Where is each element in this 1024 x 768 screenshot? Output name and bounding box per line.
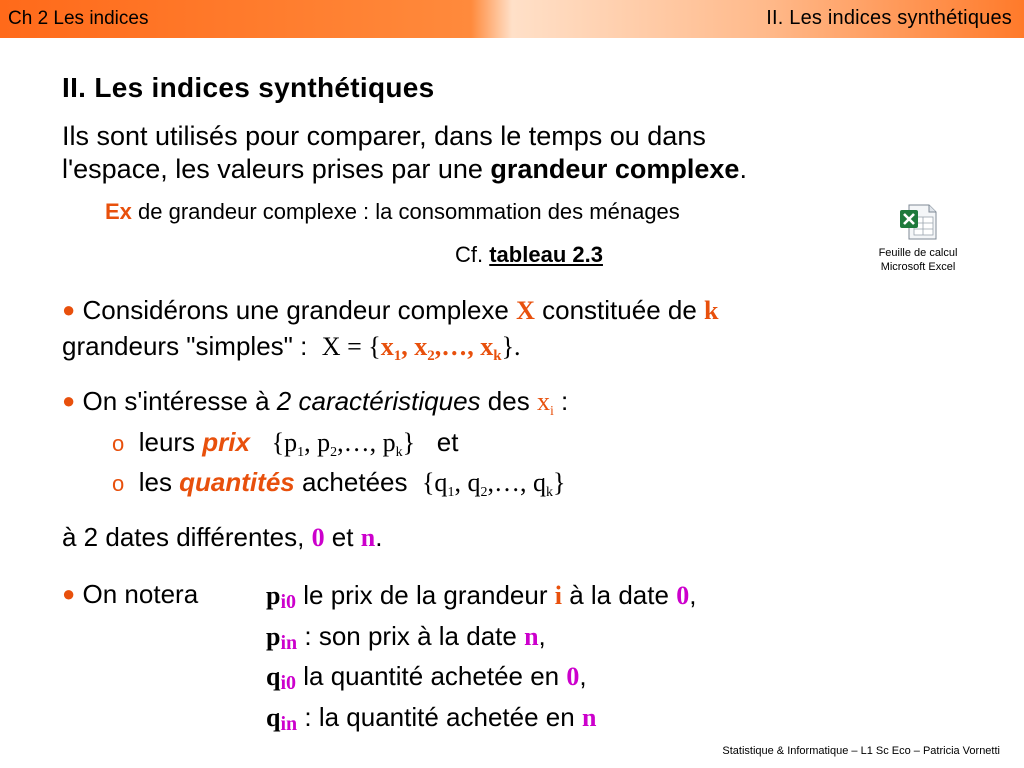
sub1-s2: 2	[330, 445, 338, 460]
notation-pi0	[266, 578, 696, 615]
b1-comma: , x	[401, 332, 428, 361]
header-bar	[0, 0, 1024, 38]
sub1-text: leurs	[138, 427, 203, 457]
n1-0: 0	[676, 581, 690, 610]
n4-n: n	[581, 703, 597, 732]
n1-i: i	[554, 581, 562, 610]
b2-x: x	[536, 387, 550, 416]
sub2-b: , q	[454, 468, 481, 497]
sub1-b: , p	[304, 428, 331, 457]
sub1-et: et	[436, 427, 459, 457]
sub1-c: ,…, p	[337, 428, 396, 457]
cf-prefix: Cf.	[455, 242, 490, 267]
sub1-d: }	[402, 428, 416, 457]
b1-x1-sub: 1	[393, 348, 402, 364]
b2-xi	[536, 387, 554, 419]
sub-bullet-prix	[112, 425, 458, 465]
sub2-text: les	[138, 467, 180, 497]
b2-i: i	[549, 404, 554, 419]
footer: Statistique & Informatique – L1 Sc Eco – Patricia Vornetti	[722, 745, 1000, 757]
sub2-quantites: quantités	[179, 467, 295, 497]
sub1-prix: prix	[202, 427, 250, 457]
sub1-set	[271, 428, 416, 460]
sub2-set	[421, 468, 566, 500]
b2-italic: 2 caractéristiques	[276, 386, 481, 416]
intro-line-2: l'espace, les valeurs prises par une	[62, 154, 491, 184]
notation-qin	[266, 700, 596, 737]
n2-sub: in	[280, 632, 298, 654]
bullet-dot-icon: ●	[62, 388, 76, 413]
n3-0: 0	[566, 662, 580, 691]
sub1-s1: 1	[297, 445, 305, 460]
b1-x1: x	[380, 332, 394, 361]
excel-file-icon[interactable]	[868, 204, 968, 273]
b1-dots: ,…, x	[434, 332, 494, 361]
chapter-title: Ch 2 Les indices	[8, 8, 149, 29]
sub2-text-2: achetées	[294, 467, 408, 497]
n2-text: : son prix à la date	[297, 621, 525, 651]
dates-end: .	[375, 522, 383, 552]
n1-end: ,	[689, 580, 697, 610]
n1-text: le prix de la grandeur	[296, 580, 555, 610]
b1-set-open: X = {	[321, 332, 381, 361]
b2-text-2: des	[480, 386, 537, 416]
ex-text: de grandeur complexe : la consommation des ménages	[131, 199, 680, 224]
section-title: II. Les indices synthétiques	[766, 7, 1012, 29]
sub-bullet-marker: o	[112, 471, 125, 496]
bullet-2	[62, 384, 568, 424]
bullet-dot-icon: ●	[62, 297, 76, 322]
notation-qi0	[266, 659, 587, 696]
dates-et: et	[324, 522, 361, 552]
excel-label-1: Feuille de calcul	[878, 247, 958, 259]
sub2-c: ,…, q	[487, 468, 546, 497]
b3-text: On notera	[75, 579, 199, 609]
dates-n: n	[360, 523, 376, 552]
bullet-1	[62, 293, 719, 368]
b1-set	[321, 332, 521, 364]
intro-line-1: Ils sont utilisés pour comparer, dans le temps ou dans	[62, 121, 706, 151]
dates-text: à 2 dates différentes,	[62, 522, 312, 552]
b1-text-2: constituée de	[534, 295, 705, 325]
b1-set-close: }.	[501, 332, 521, 361]
sub1-sk: k	[395, 445, 403, 460]
sub-bullet-marker: o	[112, 431, 125, 456]
dates-0: 0	[311, 523, 325, 552]
sub2-s1: 1	[447, 485, 455, 500]
n3-sub: i0	[280, 672, 297, 694]
excel-label-2: Microsoft Excel	[880, 261, 956, 273]
slide-title: II. Les indices synthétiques	[62, 72, 435, 103]
bullet-dot-icon: ●	[62, 581, 76, 606]
sub-bullet-quantites	[112, 465, 565, 505]
example-line	[105, 199, 680, 225]
b2-colon: :	[553, 386, 569, 416]
n4-q: q	[266, 703, 281, 732]
n3-text: la quantité achetée en	[296, 661, 567, 691]
cf-line	[455, 242, 603, 268]
n4-sub: in	[280, 713, 298, 735]
n1-sub: i0	[280, 591, 297, 613]
notation-pin	[266, 619, 546, 656]
n4-text: : la quantité achetée en	[297, 702, 582, 732]
n1-p: p	[266, 581, 281, 610]
ex-label: Ex	[105, 199, 132, 224]
b1-k: k	[704, 296, 719, 325]
bullet-3	[62, 577, 198, 613]
sub2-d: }	[552, 468, 566, 497]
b1-x2-sub: 2	[427, 348, 435, 364]
intro-end: .	[739, 154, 747, 184]
n1-text-2: à la date	[561, 580, 677, 610]
n2-end: ,	[538, 621, 546, 651]
n2-n: n	[524, 622, 539, 651]
excel-icon	[899, 204, 937, 240]
sub2-sk: k	[545, 485, 553, 500]
b1-xk-sub: k	[493, 348, 502, 364]
b1-text-1: Considérons une grandeur complexe	[75, 295, 517, 325]
b1-line-2: grandeurs "simples" :	[62, 331, 308, 361]
sub2-a: {q	[421, 468, 448, 497]
n2-p: p	[266, 622, 281, 651]
intro-paragraph	[62, 120, 747, 186]
n3-end: ,	[579, 661, 587, 691]
n3-q: q	[266, 662, 281, 691]
intro-bold: grandeur complexe	[490, 154, 740, 184]
b2-text-1: On s'intéresse à	[75, 386, 277, 416]
tableau-link[interactable]: tableau 2.3	[489, 242, 603, 267]
sub2-s2: 2	[480, 485, 488, 500]
sub1-a: {p	[271, 428, 298, 457]
dates-line	[62, 520, 382, 555]
b1-X: X	[516, 296, 535, 325]
